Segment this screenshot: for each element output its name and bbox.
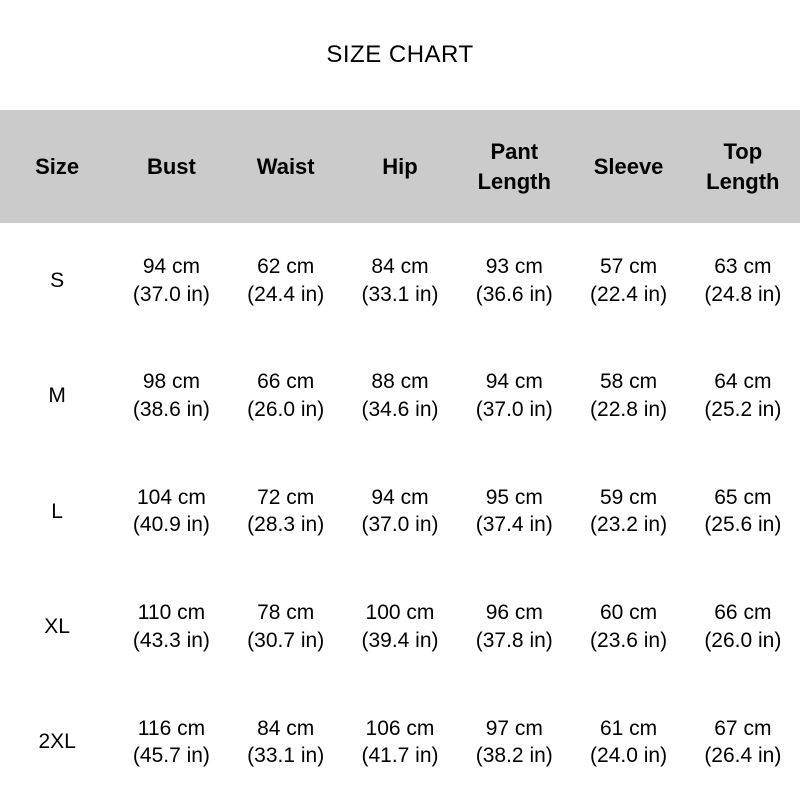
column-header-pant-length: Pant Length (477, 138, 551, 194)
measurement-cell (571, 368, 685, 423)
measurement-cell (457, 484, 571, 539)
measurement-cm: 67 cm (714, 716, 772, 740)
measurement-cm: 88 cm (371, 370, 429, 394)
measurement-in: (45.7 in) (132, 744, 210, 768)
measurement-cell (229, 253, 343, 308)
measurement-in: (36.6 in) (475, 282, 553, 306)
measurement-cm: 94 cm (371, 485, 429, 509)
measurement-cell (571, 715, 685, 770)
measurement-in: (28.3 in) (247, 513, 325, 537)
measurement-cell (343, 715, 457, 770)
measurement-in: (26.4 in) (704, 744, 782, 768)
measurement-in: (23.2 in) (590, 513, 668, 537)
measurement-cell (114, 484, 228, 539)
measurement-in: (23.6 in) (590, 628, 668, 652)
measurement-cell (343, 599, 457, 654)
measurement-in: (22.4 in) (590, 282, 668, 306)
column-header-size: Size (35, 153, 80, 179)
measurement-cm: 62 cm (257, 254, 315, 278)
table-row-xl (0, 569, 800, 684)
measurement-in: (37.8 in) (475, 628, 553, 652)
table-row-l (0, 454, 800, 569)
measurement-cell (229, 599, 343, 654)
measurement-in: (24.8 in) (704, 282, 782, 306)
measurement-in: (24.4 in) (247, 282, 325, 306)
measurement-cell (686, 599, 800, 654)
measurement-cell (229, 484, 343, 539)
measurement-cm: 94 cm (142, 254, 201, 278)
size-label: M (48, 384, 66, 408)
measurement-cell (229, 368, 343, 423)
measurement-cell (686, 253, 800, 308)
measurement-cm: 59 cm (599, 485, 658, 509)
measurement-cell (571, 484, 685, 539)
measurement-cm: 61 cm (599, 716, 658, 740)
measurement-cell (457, 599, 571, 654)
measurement-in: (34.6 in) (361, 398, 439, 422)
measurement-in: (38.2 in) (475, 744, 553, 768)
measurement-cm: 96 cm (485, 601, 543, 625)
column-header-bust: Bust (146, 153, 196, 179)
title-area (0, 0, 800, 110)
measurement-cell (686, 484, 800, 539)
measurement-cell (457, 253, 571, 308)
measurement-cell (229, 715, 343, 770)
measurement-cm: 72 cm (257, 485, 315, 509)
measurement-cm: 66 cm (714, 601, 772, 625)
measurement-in: (22.8 in) (590, 398, 668, 422)
measurement-cell (114, 253, 228, 308)
measurement-cm: 84 cm (257, 716, 315, 740)
measurement-in: (26.0 in) (247, 398, 325, 422)
measurement-cell (343, 368, 457, 423)
measurement-cm: 57 cm (599, 254, 658, 278)
column-header-waist: Waist (256, 153, 315, 179)
measurement-cm: 65 cm (714, 485, 772, 509)
measurement-in: (38.6 in) (132, 398, 210, 422)
measurement-in: (39.4 in) (361, 628, 439, 652)
page-title: SIZE CHART (326, 41, 474, 68)
measurement-in: (43.3 in) (132, 628, 210, 652)
measurement-cell (457, 715, 571, 770)
measurement-cell (343, 253, 457, 308)
measurement-cm: 78 cm (257, 601, 315, 625)
measurement-in: (37.0 in) (361, 513, 439, 537)
measurement-cm: 100 cm (365, 601, 435, 625)
measurement-in: (30.7 in) (247, 628, 325, 652)
measurement-cm: 110 cm (137, 601, 206, 625)
measurement-cell (114, 715, 228, 770)
table-body (0, 223, 800, 800)
measurement-cm: 84 cm (371, 254, 429, 278)
measurement-cell (114, 368, 228, 423)
measurement-cm: 106 cm (365, 716, 435, 740)
measurement-cm: 104 cm (136, 485, 206, 509)
measurement-in: (41.7 in) (361, 744, 439, 768)
measurement-cell (343, 484, 457, 539)
measurement-cell (686, 715, 800, 770)
measurement-cm: 58 cm (599, 370, 658, 394)
size-label: 2XL (38, 730, 76, 754)
measurement-cm: 60 cm (599, 601, 658, 625)
size-label: S (50, 268, 65, 292)
measurement-cm: 66 cm (257, 370, 315, 394)
measurement-cm: 95 cm (485, 485, 543, 509)
measurement-in: (26.0 in) (704, 628, 782, 652)
table-row-2xl (0, 685, 800, 800)
size-label: L (51, 499, 63, 523)
measurement-in: (24.0 in) (590, 744, 668, 768)
measurement-cell (571, 599, 685, 654)
measurement-cm: 97 cm (485, 716, 543, 740)
measurement-in: (37.4 in) (475, 513, 553, 537)
measurement-cell (114, 599, 228, 654)
measurement-cm: 63 cm (714, 254, 772, 278)
measurement-cell (571, 253, 685, 308)
table-header-row (0, 110, 800, 223)
measurement-cm: 64 cm (714, 370, 772, 394)
measurement-in: (33.1 in) (361, 282, 439, 306)
measurement-in: (37.0 in) (132, 282, 210, 306)
measurement-cm: 98 cm (142, 370, 201, 394)
measurement-cell (457, 368, 571, 423)
measurement-in: (40.9 in) (132, 513, 210, 537)
table-row-s (0, 223, 800, 338)
column-header-top-length: Top Length (706, 138, 780, 194)
measurement-in: (25.6 in) (704, 513, 782, 537)
measurement-in: (25.2 in) (704, 398, 782, 422)
measurement-in: (33.1 in) (247, 744, 325, 768)
measurement-cell (686, 368, 800, 423)
measurement-cm: 116 cm (137, 716, 206, 740)
measurement-cm: 93 cm (485, 254, 543, 278)
size-label: XL (44, 615, 70, 639)
column-header-hip: Hip (382, 153, 418, 179)
measurement-in: (37.0 in) (475, 398, 553, 422)
measurement-cm: 94 cm (485, 370, 543, 394)
table-row-m (0, 338, 800, 453)
column-header-sleeve: Sleeve (593, 153, 664, 179)
